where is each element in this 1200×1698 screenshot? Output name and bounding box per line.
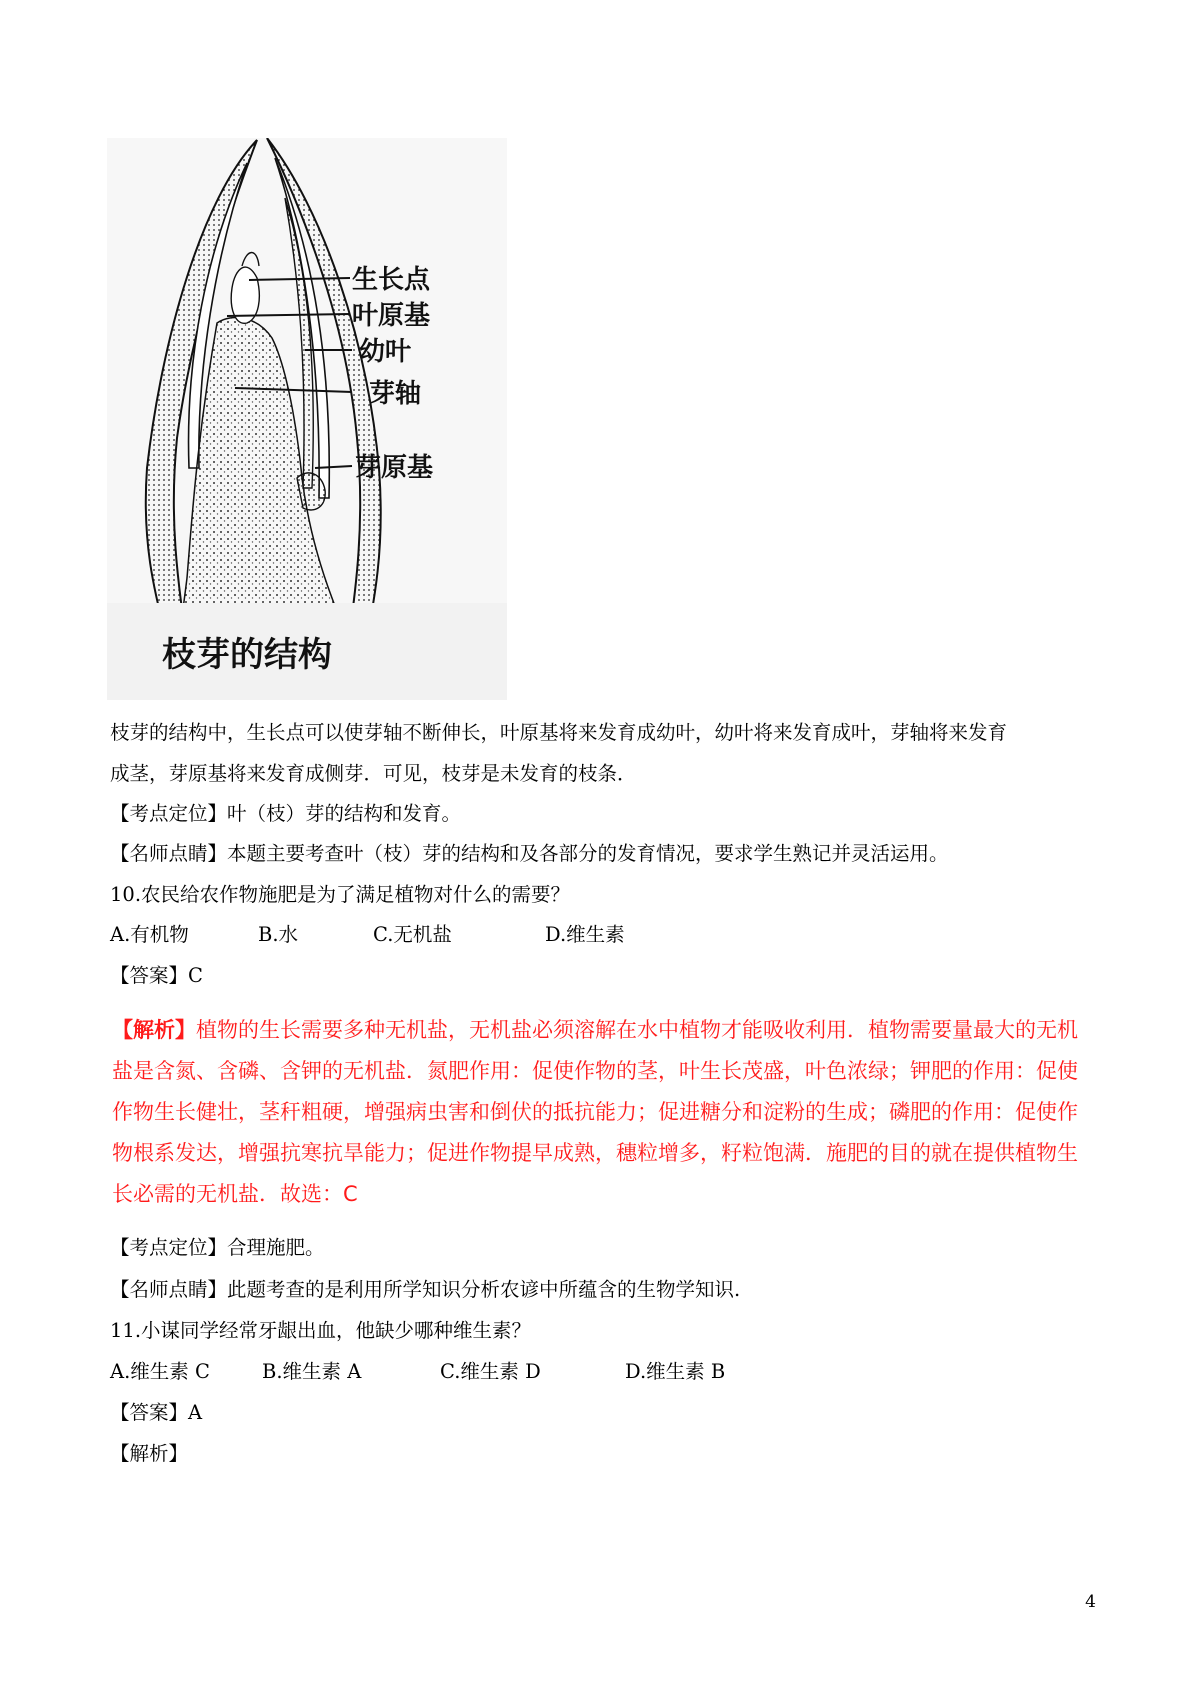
label-bud-axis: 芽轴 (369, 379, 422, 409)
label-bud-primordium: 芽原基 (355, 453, 434, 483)
q10-analysis-line-3: 作物生长健壮，茎秆粗硬，增强病虫害和倒伏的抵抗能力；促进糖分和淀粉的生成；磷肥的作用：促使作 (112, 1100, 1078, 1124)
q11-option-a: A.维生素 C (110, 1360, 210, 1383)
label-growth-point: 生长点 (352, 265, 431, 295)
page-number: 4 (1085, 1592, 1096, 1612)
q10-answer: 【答案】C (110, 964, 203, 987)
intro-line-1: 枝芽的结构中，生长点可以使芽轴不断伸长，叶原基将来发育成幼叶，幼叶将来发育成叶，芽轴将来发育 (110, 721, 1008, 744)
q11-question: 11.小谋同学经常牙龈出血，他缺少哪种维生素？ (110, 1319, 532, 1342)
q9-kaodian: 【考点定位】叶（枝）芽的结构和发育。 (110, 802, 462, 825)
bud-structure-figure (107, 138, 507, 700)
q10-analysis-line-5: 长必需的无机盐．故选：C (112, 1182, 358, 1206)
q10-mingshi: 【名师点睛】此题考查的是利用所学知识分析农谚中所蕴含的生物学知识. (110, 1278, 741, 1301)
q10-option-c: C.无机盐 (373, 923, 452, 946)
q11-answer: 【答案】A (110, 1401, 203, 1424)
label-young-leaf: 幼叶 (359, 337, 412, 367)
q10-analysis-line-1: 【解析】植物的生长需要多种无机盐，无机盐必须溶解在水中植物才能吸收利用．植物需要量最大的无机 (112, 1018, 1078, 1042)
q11-option-c: C.维生素 D (440, 1360, 541, 1383)
q10-analysis-label: 【解析】 (112, 1018, 196, 1042)
q11-option-d: D.维生素 B (625, 1360, 726, 1383)
q9-mingshi: 【名师点睛】本题主要考查叶（枝）芽的结构和及各部分的发育情况，要求学生熟记并灵活运用。 (110, 842, 949, 865)
label-leaf-primordium: 叶原基 (352, 301, 431, 331)
q10-option-d: D.维生素 (545, 923, 625, 946)
q10-kaodian: 【考点定位】合理施肥。 (110, 1236, 325, 1259)
q10-option-a: A.有机物 (110, 923, 189, 946)
q10-option-b: B.水 (258, 923, 299, 946)
q10-question: 10.农民给农作物施肥是为了满足植物对什么的需要？ (110, 883, 571, 906)
intro-line-2: 成茎，芽原基将来发育成侧芽．可见，枝芽是未发育的枝条． (110, 762, 637, 785)
figure-caption: 枝芽的结构 (162, 635, 332, 675)
q10-analysis-line-2: 盐是含氮、含磷、含钾的无机盐．氮肥作用：促使作物的茎，叶生长茂盛，叶色浓绿；钾肥的作用：促使 (112, 1059, 1078, 1083)
q11-option-b: B.维生素 A (262, 1360, 362, 1383)
q10-analysis-line-4: 物根系发达，增强抗寒抗旱能力；促进作物提早成熟，穗粒增多，籽粒饱满．施肥的目的就在提供植物生 (112, 1141, 1078, 1165)
q11-analysis-label: 【解析】 (110, 1442, 189, 1465)
q10-analysis (112, 1010, 1102, 1215)
